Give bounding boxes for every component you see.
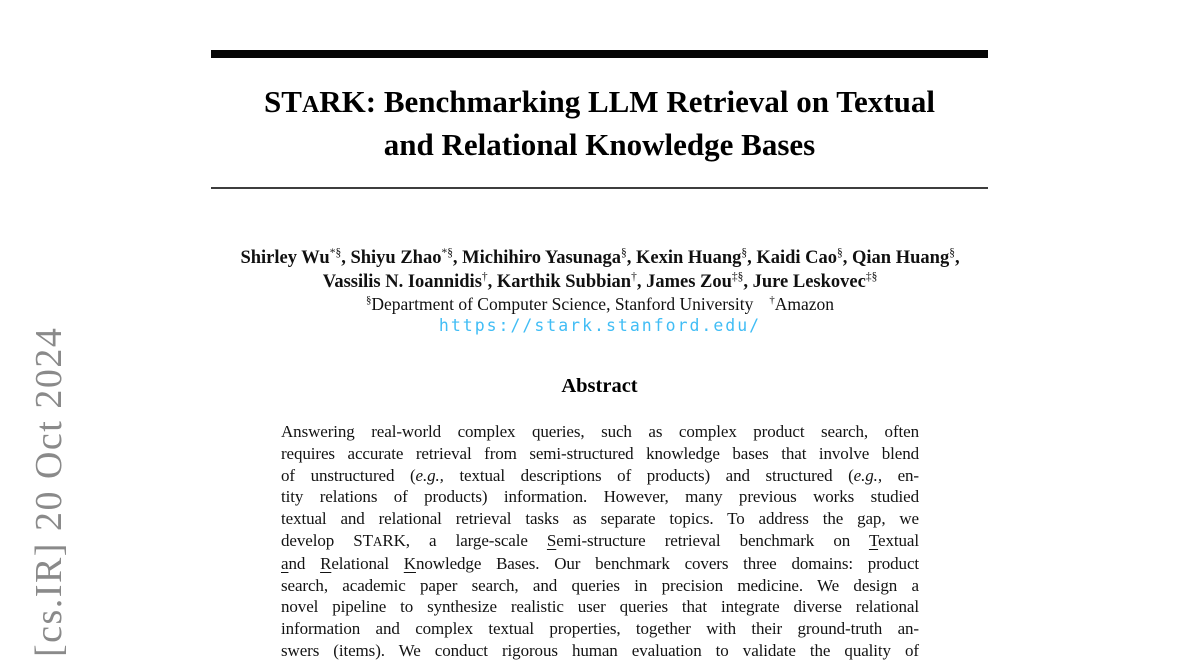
- abstract-segment: e.g.,: [415, 465, 444, 485]
- author-superscript: †: [481, 270, 488, 283]
- abstract-segment: en-: [881, 465, 919, 485]
- project-link[interactable]: https://stark.stanford.edu/: [438, 316, 762, 335]
- abstract-line: [281, 421, 919, 443]
- abstract-segment: swers (items). We conduct rigorous human evaluation to validate the quality of: [281, 640, 919, 660]
- affiliation-superscript: †: [769, 294, 775, 307]
- abstract-body: [281, 421, 919, 662]
- abstract-line: [281, 640, 919, 662]
- abstract-segment: search, academic paper search, and queries in precision medicine. We design a: [281, 575, 919, 595]
- abstract-segment: T: [868, 530, 879, 550]
- affiliation-superscript: §: [365, 294, 372, 307]
- abstract-segment: requires accurate retrieval from semi-structured knowledge bases that involve blend: [281, 443, 919, 463]
- abstract-segment: emi-structure retrieval benchmark on: [556, 530, 869, 550]
- abstract-segment: tity relations of products) information. However, many previous works studied: [281, 487, 919, 507]
- title-rule: [211, 187, 988, 189]
- abstract-segment: K: [403, 553, 416, 573]
- abstract-segment: extual: [878, 530, 919, 550]
- affiliation-line: [100, 294, 1100, 315]
- abstract-segment: textual and relational retrieval tasks as separate topics. To address the gap, we: [281, 509, 919, 529]
- abstract-heading: Abstract: [561, 375, 638, 397]
- author-line-1: Shirley Wu*§, Shiyu Zhao*§, Michihiro Yasunaga§, Kexin Huang§, Kaidi Cao§, Qian Huang§,: [240, 246, 960, 268]
- author-name: Shirley Wu: [240, 248, 330, 268]
- abstract-segment: novel pipeline to synthesize realistic user queries that integrate diverse relational: [281, 597, 919, 617]
- abstract-segment: Answering real-world complex queries, such as complex product search, often: [281, 422, 919, 441]
- abstract-line: [281, 553, 919, 575]
- abstract-line: [281, 530, 919, 553]
- author-name: Shiyu Zhao: [350, 248, 442, 268]
- author-superscript: ‡§: [731, 270, 744, 283]
- author-superscript: †: [631, 270, 637, 283]
- project-link-line: [100, 316, 1100, 336]
- abstract-line: [281, 508, 919, 530]
- abstract-segment: e.g.,: [853, 465, 882, 485]
- affiliation-part: §Department of Computer Science, Stanford University: [365, 294, 754, 314]
- author-superscript: §: [741, 246, 748, 259]
- author-line-2: Vassilis N. Ioannidis†, Karthik Subbian†, James Zou‡§, Jure Leskovec‡§: [322, 270, 878, 292]
- author-superscript: §: [621, 246, 627, 259]
- title-line-1: STARK: Benchmarking LLM Retrieval on Textual: [264, 84, 935, 119]
- abstract-segment: S: [546, 530, 557, 550]
- abstract-segment: textual descriptions of products) and structured (: [443, 465, 854, 485]
- arxiv-sidebar-stamp: [cs.IR] 20 Oct 2024: [28, 326, 70, 657]
- author-superscript: §: [949, 246, 955, 259]
- abstract-segment: R: [320, 553, 332, 573]
- abstract-line: [281, 618, 919, 640]
- abstract-segment: nowledge Bases. Our benchmark covers three domains: product: [415, 553, 920, 573]
- author-name: Kexin Huang: [635, 248, 742, 268]
- title-line-2: and Relational Knowledge Bases: [383, 127, 816, 162]
- author-superscript: *§: [329, 246, 342, 259]
- abstract-line: [281, 465, 919, 487]
- author-superscript: §: [837, 246, 843, 259]
- abstract-segment: nd: [288, 553, 321, 573]
- abstract-segment: RK, a large-scale: [382, 530, 547, 550]
- author-name: Jure Leskovec: [752, 272, 866, 292]
- abstract-segment: develop ST: [281, 530, 373, 550]
- abstract-segment: A: [372, 533, 383, 549]
- abstract-segment: a: [281, 553, 289, 573]
- abstract-line: [281, 486, 919, 508]
- top-rule: [211, 50, 988, 58]
- author-name: Qian Huang: [852, 248, 950, 268]
- author-name: Karthik Subbian: [496, 272, 632, 292]
- abstract-line: [281, 575, 919, 597]
- author-name: James Zou: [646, 272, 732, 292]
- affiliation-part: †Amazon: [769, 294, 835, 314]
- author-name: Kaidi Cao: [756, 248, 838, 268]
- author-name: Michihiro Yasunaga: [462, 248, 621, 268]
- paper-title: [161, 82, 1038, 165]
- author-superscript: ‡§: [865, 270, 878, 283]
- abstract-segment: information and complex textual properties, together with their ground-truth an-: [281, 619, 919, 639]
- abstract-segment: of unstructured (: [281, 465, 416, 485]
- author-name: Vassilis N. Ioannidis: [322, 272, 482, 292]
- author-superscript: *§: [441, 246, 453, 259]
- abstract-line: [281, 443, 919, 465]
- abstract-line: [281, 596, 919, 618]
- abstract-segment: elational: [331, 553, 404, 573]
